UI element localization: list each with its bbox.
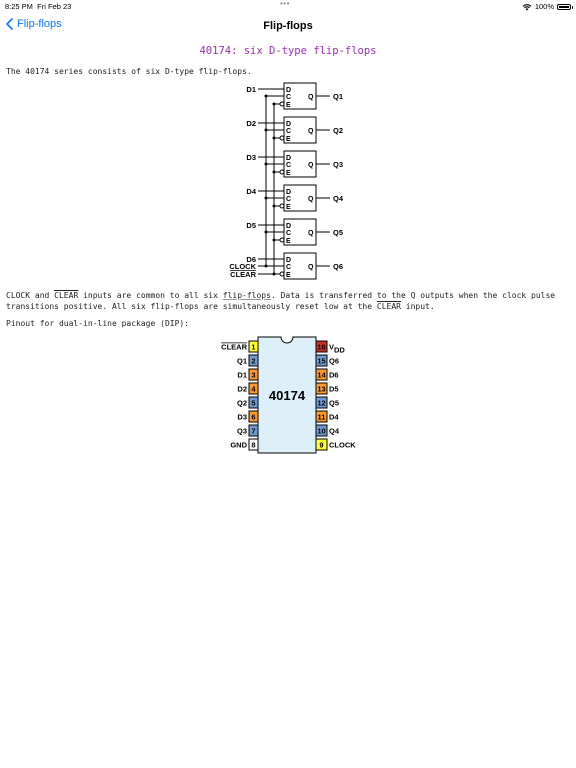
junction-dot (265, 129, 268, 132)
input-label: D4 (246, 187, 256, 196)
pin-d-label: D (286, 223, 292, 230)
pin-d-label: D (286, 257, 292, 264)
intro-text: The 40174 series consists of six D-type flip-flops. (6, 67, 252, 76)
output-label: Q3 (333, 160, 344, 169)
pin-c-label: C (286, 94, 292, 101)
pin-d-label: D (286, 121, 292, 128)
pin-label: GND (230, 440, 247, 450)
pin-label: Q5 (329, 398, 340, 408)
pin-number: 12 (317, 398, 326, 408)
inverter-bubble (280, 238, 284, 242)
clear-label: CLEAR (230, 270, 256, 279)
pin-label: D6 (329, 370, 339, 380)
pin-c-label: C (286, 230, 292, 237)
desc-part-1: CLOCK and (6, 291, 55, 300)
flip-flop-schematic (210, 80, 370, 280)
pin-label: D3 (237, 412, 247, 422)
pin-d-label: D (286, 155, 292, 162)
battery-icon (557, 4, 571, 10)
pin-number: 9 (319, 440, 324, 450)
wifi-icon (522, 3, 532, 11)
pin-label: CLOCK (329, 440, 356, 450)
pin-e-label: E (286, 170, 291, 177)
multitasking-dots-icon[interactable]: ••• (280, 0, 290, 8)
clock-label: CLOCK (229, 262, 256, 271)
pin-d-label: D (286, 87, 292, 94)
pin-label: VDD (329, 342, 345, 355)
pin-label: Q1 (236, 356, 247, 366)
pin-c-label: C (286, 264, 292, 271)
pin-e-label: E (286, 272, 291, 279)
input-label: D3 (246, 153, 256, 162)
pin-label: D5 (329, 384, 339, 394)
pin-label: D2 (237, 384, 247, 394)
status-time: 8:25 PM (5, 2, 33, 11)
desc-part-4: input. (400, 302, 435, 311)
status-time-date (5, 2, 71, 11)
pin-q-label: Q (308, 128, 314, 135)
pin-label: D4 (329, 412, 339, 422)
pin-label: D1 (237, 370, 247, 380)
pin-label: CLEAR (221, 342, 247, 352)
pin-number: 5 (251, 398, 256, 408)
pin-number: 6 (251, 412, 256, 422)
pin-label: Q4 (329, 426, 340, 436)
junction-dot (273, 171, 276, 174)
pin-number: 14 (317, 370, 326, 380)
pin-c-label: C (286, 128, 292, 135)
input-label: D2 (246, 119, 256, 128)
navigation-bar (0, 12, 576, 42)
pin-number: 2 (251, 356, 256, 366)
output-label: Q5 (333, 228, 344, 237)
desc-part-3: . Data is transferred to the Q outputs when the clock pulse transitions positive. All six flip-flops are simultaneously reset low at the (6, 291, 556, 311)
pin-q-label: Q (308, 230, 314, 237)
status-bar (0, 0, 576, 12)
pin-number: 1 (251, 342, 256, 352)
pin-q-label: Q (308, 264, 314, 271)
inverter-bubble (280, 102, 284, 106)
inverter-bubble (280, 136, 284, 140)
pin-q-label: Q (308, 162, 314, 169)
pinout-label: Pinout for dual-in-line package (DIP): (6, 319, 190, 328)
pin-number: 4 (251, 384, 256, 394)
inverter-bubble (280, 204, 284, 208)
pin-number: 7 (251, 426, 256, 436)
pin-e-label: E (286, 238, 291, 245)
output-label: Q2 (333, 126, 344, 135)
junction-dot (265, 197, 268, 200)
pin-c-label: C (286, 162, 292, 169)
pin-q-label: Q (308, 94, 314, 101)
clear-overline-text: CLEAR (54, 291, 79, 300)
battery-percent: 100% (534, 2, 554, 11)
junction-dot (265, 95, 268, 98)
pin-number: 8 (251, 440, 256, 450)
pin-label: Q2 (236, 398, 247, 408)
pin-label-subscript: DD (334, 345, 345, 355)
pin-label: Q3 (236, 426, 247, 436)
junction-dot (273, 205, 276, 208)
desc-part-2: inputs are common to all six (78, 291, 223, 300)
output-label: Q6 (333, 262, 344, 271)
clear-overline-text-2: CLEAR (376, 302, 401, 311)
output-label: Q4 (333, 194, 344, 203)
back-button-label: Flip-flops (17, 18, 62, 30)
junction-dot (273, 239, 276, 242)
description-text (6, 290, 566, 312)
input-label: D6 (246, 255, 256, 264)
input-label: D5 (246, 221, 256, 230)
pin-e-label: E (286, 102, 291, 109)
page-title: 40174: six D-type flip-flops (199, 45, 377, 57)
junction-dot (273, 103, 276, 106)
pin-q-label: Q (308, 196, 314, 203)
inverter-bubble (280, 272, 284, 276)
pin-number: 16 (317, 342, 326, 352)
pin-c-label: C (286, 196, 292, 203)
output-label: Q1 (333, 92, 344, 101)
junction-dot (265, 231, 268, 234)
pin-number: 11 (317, 412, 326, 422)
pin-number: 13 (317, 384, 326, 394)
flip-flops-link[interactable]: flip-flops (222, 291, 271, 300)
pin-number: 10 (317, 426, 326, 436)
pin-e-label: E (286, 204, 291, 211)
dip-pinout-diagram (210, 335, 370, 460)
pin-number: 15 (317, 356, 326, 366)
pin-d-label: D (286, 189, 292, 196)
nav-title: Flip-flops (263, 20, 313, 32)
status-date: Fri Feb 23 (37, 2, 72, 11)
junction-dot (273, 137, 276, 140)
chip-label: 40174 (268, 388, 306, 403)
pin-e-label: E (286, 136, 291, 143)
inverter-bubble (280, 170, 284, 174)
pin-label: Q6 (329, 356, 340, 366)
junction-dot (265, 163, 268, 166)
input-label: D1 (246, 85, 256, 94)
pin-number: 3 (251, 370, 256, 380)
status-right (522, 2, 571, 11)
